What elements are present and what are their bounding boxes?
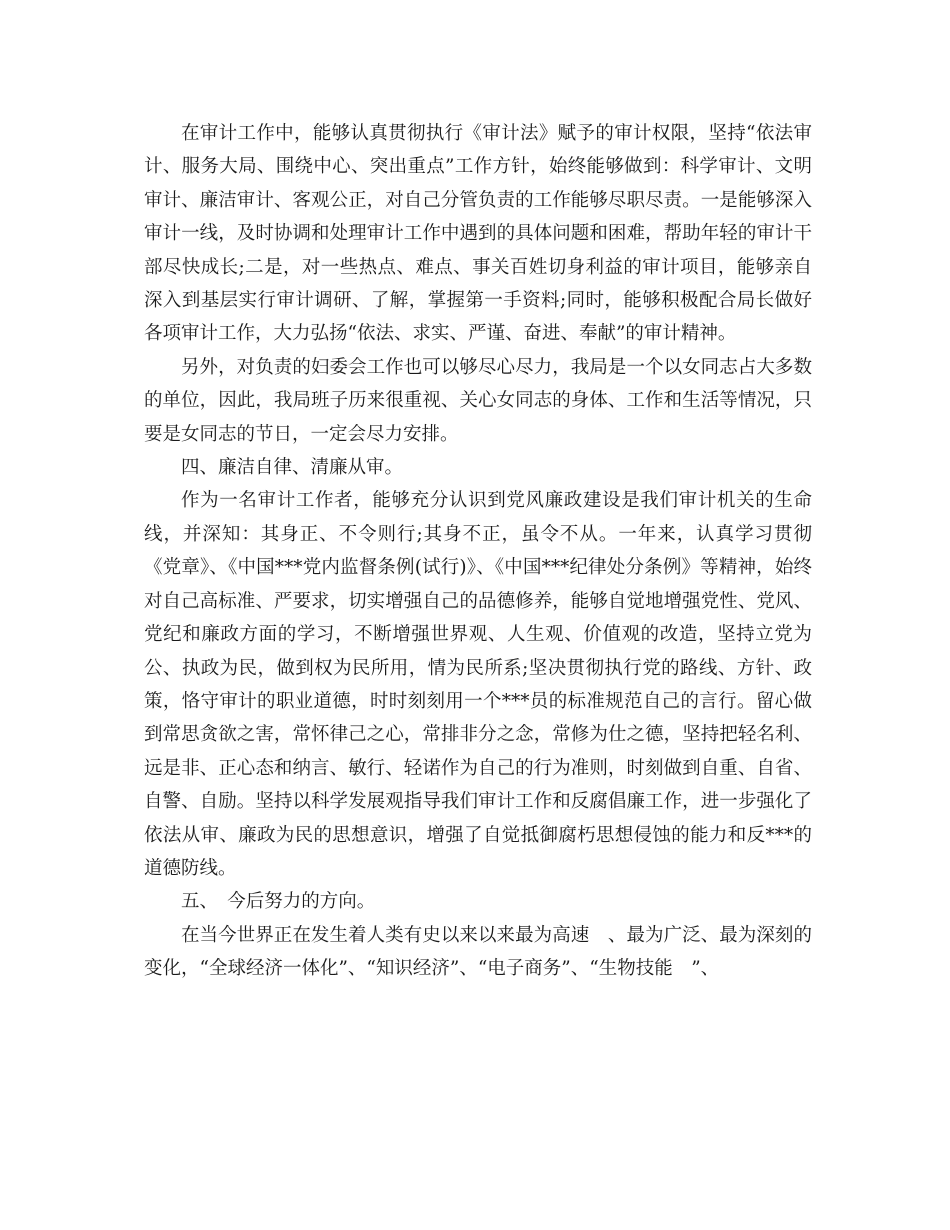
section-heading-four: 四、廉洁自律、清廉从审。 (181, 457, 404, 479)
paragraph-future-direction: 在当今世界正在发生着人类有史以来以来最为高速 、最为广泛、最为深刻的变化，“全球经济一体化”、“知识经济”、“电子商务”、“生物技能 ”、 (144, 924, 812, 980)
paragraph-audit-work: 在审计工作中，能够认真贯彻执行《审计法》赋予的审计权限，坚持“依法审计、服务大局、围绕中心、突出重点”工作方针，始终能够做到：科学审计、文明审计、廉洁审计、客观公正，对自己分管负责的工作能够尽职尽责。一是能够深入审计一线，及时协调和处理审计工作中遇到的具体问题和困难，帮助年轻的审计干部尽快成长;二是，对一些热点、难点、事关百姓切身利益的审计项目，能够亲自深入到基层实行审计调研、了解，掌握第一手资料;同时，能够积极配合局长做好各项审计工作，大力弘扬“依法、求实、严谨、奋进、奉献”的审计精神。 (144, 123, 812, 345)
document-body (144, 117, 812, 986)
paragraph-integrity: 作为一名审计工作者，能够充分认识到党风廉政建设是我们审计机关的生命线，并深知：其身正、不令则行;其身不正，虽令不从。一年来，认真学习贯彻《党章》、《中国***党内监督条例(试行)》、《中国***纪律处分条例》等精神，始终对自己高标准、严要求，切实增强自己的品德修养，能够自觉地增强党性、党风、党纪和廉政方面的学习，不断增强世界观、人生观、价值观的改造，坚持立党为公、执政为民，做到权为民所用，情为民所系;坚决贯彻执行党的路线、方针、政策，恪守审计的职业道德，时时刻刻用一个***员的标准规范自己的言行。留心做到常思贪欲之害，常怀律己之心，常排非分之念，常修为仕之德，坚持把轻名利、远是非、正心态和纳言、敏行、轻诺作为自己的行为准则，时刻做到自重、自省、自警、自励。坚持以科学发展观指导我们审计工作和反腐倡廉工作，进一步强化了依法从审、廉政为民的思想意识，增强了自觉抵御腐朽思想侵蚀的能力和反***的道德防线。 (144, 490, 812, 879)
paragraph-womens-committee: 另外，对负责的妇委会工作也可以够尽心尽力，我局是一个以女同志占大多数的单位，因此，我局班子历来很重视、关心女同志的身体、工作和生活等情况，只要是女同志的节日，一定会尽力安排。 (144, 356, 812, 445)
section-heading-five: 五、 今后努力的方向。 (181, 891, 376, 913)
